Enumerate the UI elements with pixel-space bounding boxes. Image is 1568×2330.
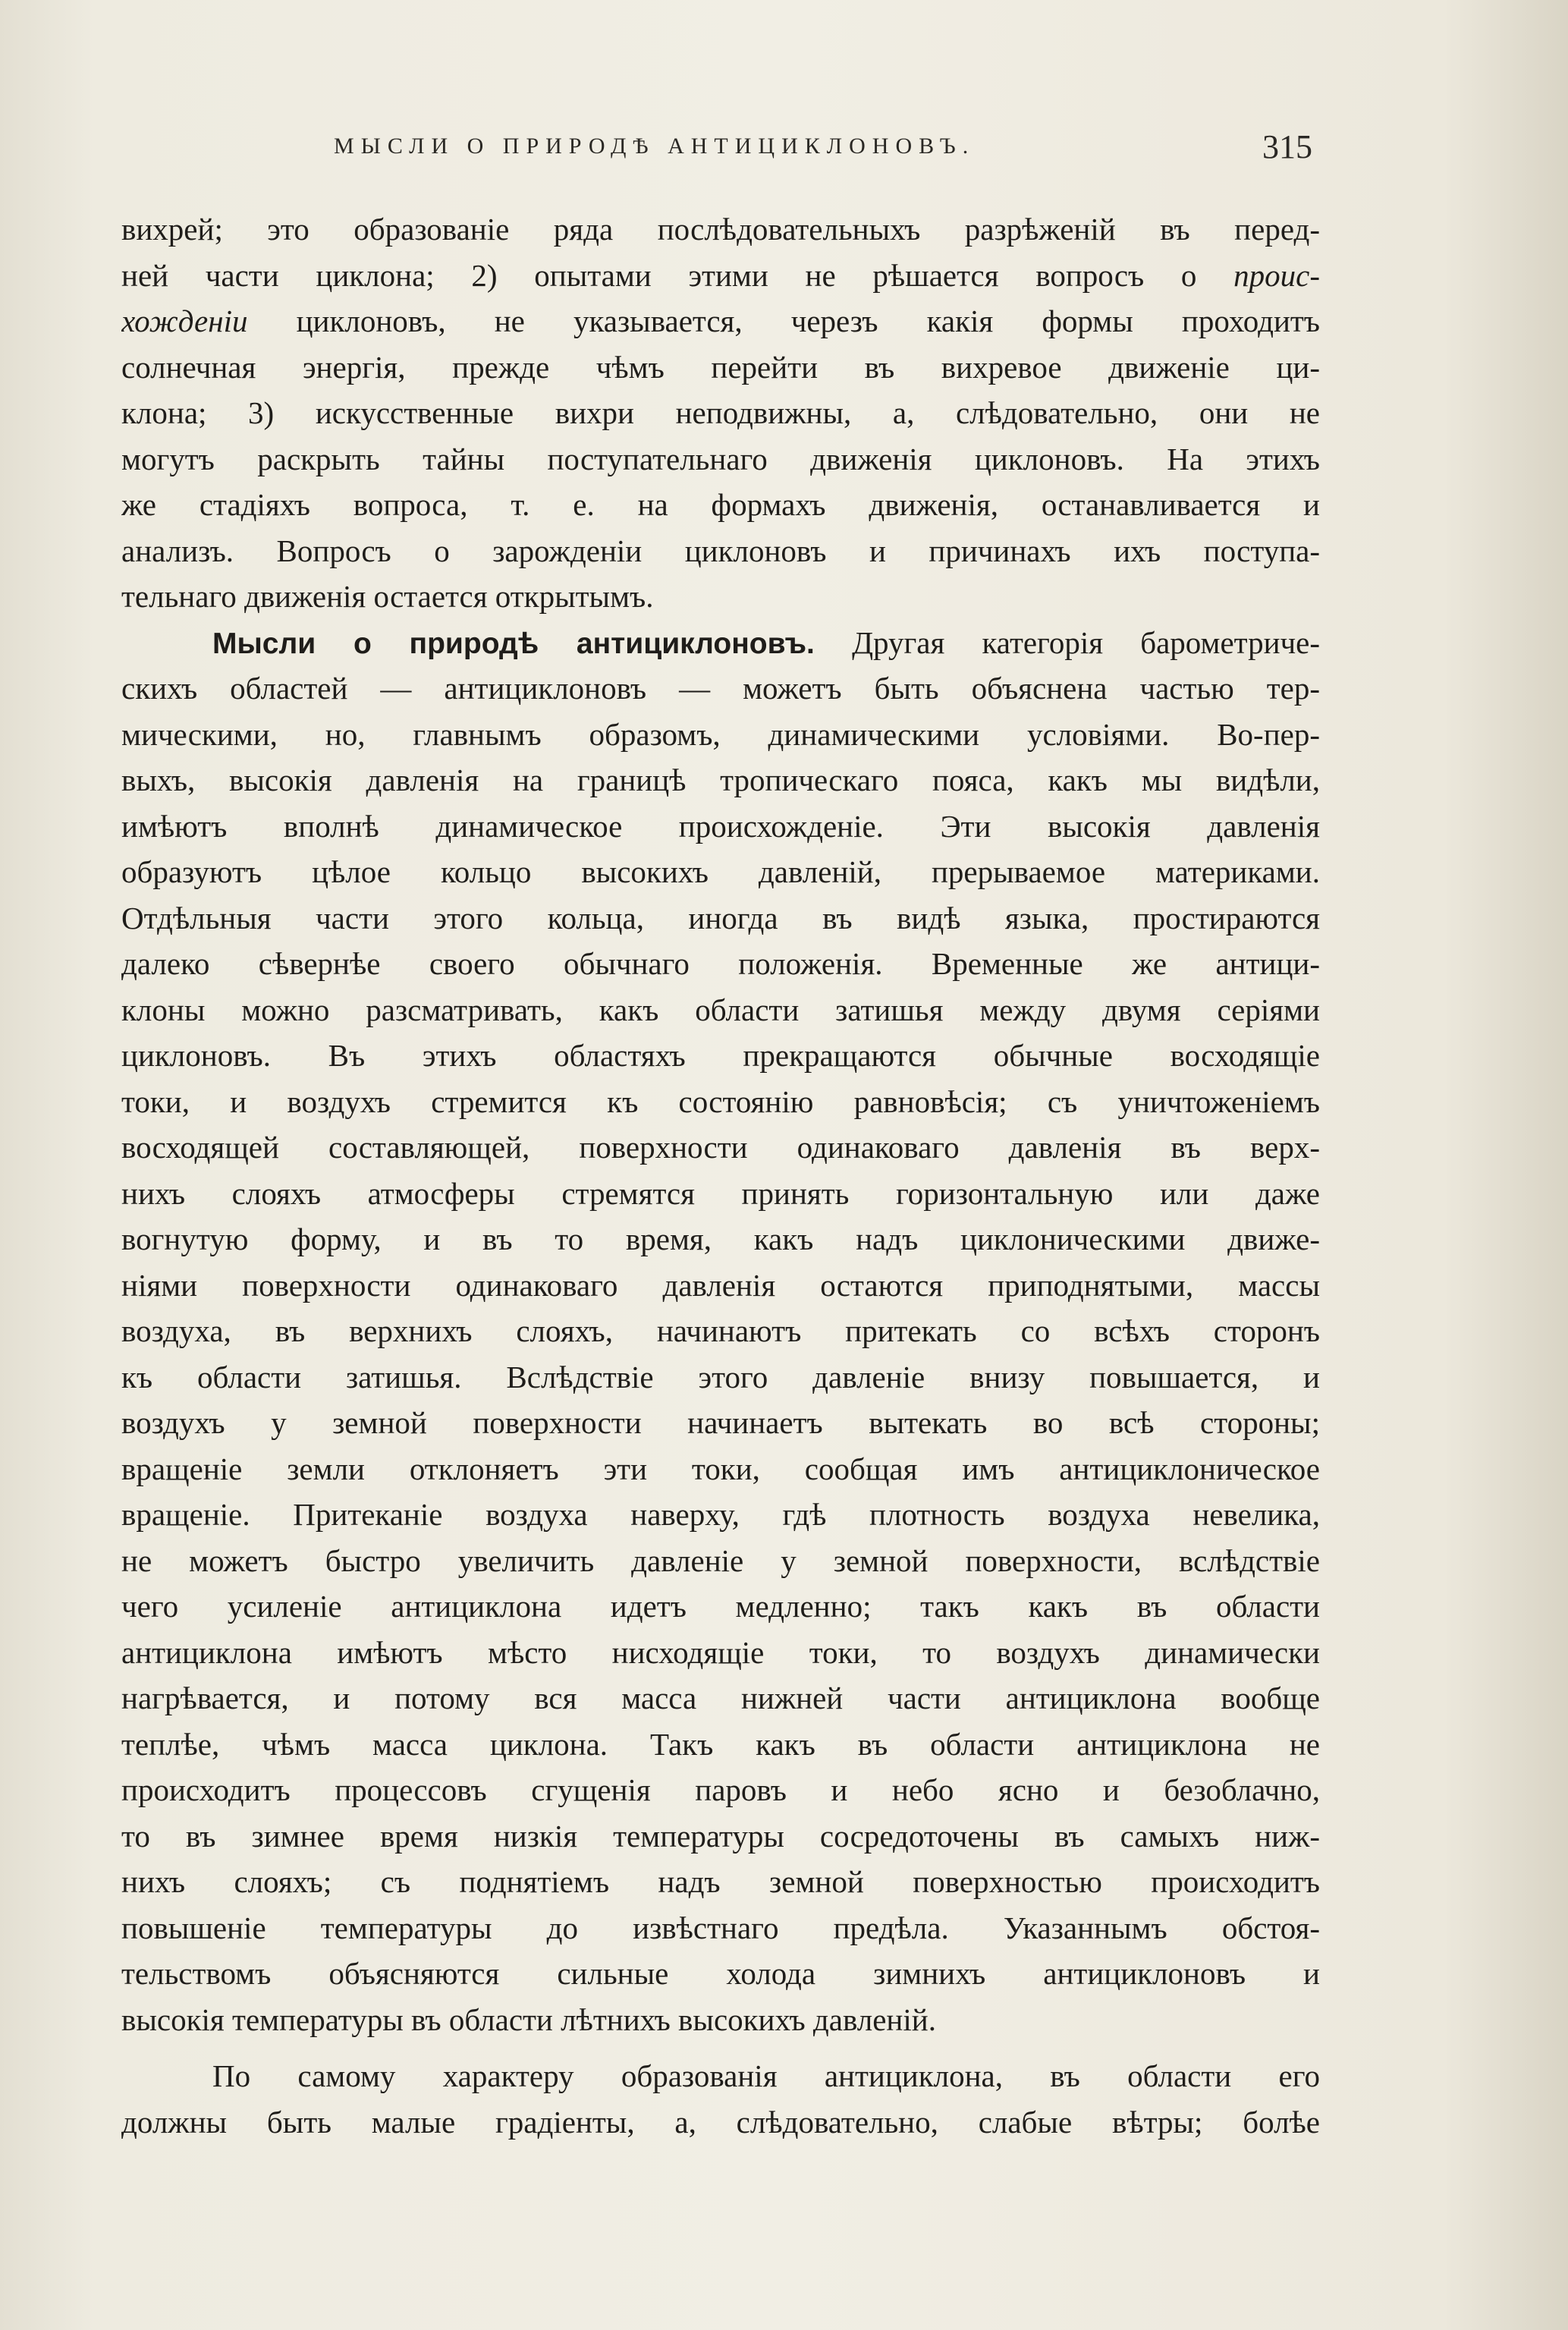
text-line: высокія температуры въ области лѣтнихъ высокихъ давленій. (121, 2001, 936, 2037)
text-line (121, 620, 1320, 666)
text-line: должны быть малые градіенты, а, слѣдовательно, слабые вѣтры; болѣе (121, 2104, 1320, 2140)
text-line: далеко сѣвернѣе своего обычнаго положенія. Временные же антици- (121, 946, 1320, 981)
text-line: вращеніе земли отклоняетъ эти токи, сообщая имъ антициклоническое (121, 1451, 1320, 1486)
text-line: повышеніе температуры до извѣстнаго предѣла. Указаннымъ обстоя- (121, 1910, 1320, 1945)
text-line (121, 253, 1320, 299)
text-line: могутъ раскрыть тайны поступательнаго движенія циклоновъ. На этихъ (121, 441, 1320, 476)
text-line: теплѣе, чѣмъ масса циклона. Такъ какъ въ области антициклона не (121, 1726, 1320, 1762)
text-line: нагрѣвается, и потому вся масса нижней части антициклона вообще (121, 1681, 1320, 1715)
text-line: мическими, но, главнымъ образомъ, динамическими условіями. Во-пер- (121, 716, 1320, 752)
text-line: вогнутую форму, и въ то время, какъ надъ циклоническими движе- (121, 1222, 1320, 1256)
text-line: антициклона имѣютъ мѣсто нисходящіе токи, то воздухъ динамически (121, 1634, 1320, 1670)
italic-run: проис- (1233, 257, 1320, 293)
text-line: образуютъ цѣлое кольцо высокихъ давленій, прерываемое материками. (121, 854, 1320, 889)
text-line: же стадіяхъ вопроса, т. е. на формахъ движенія, останавливается и (121, 487, 1320, 522)
text-line: анализъ. Вопросъ о зарожденіи циклоновъ и причинахъ ихъ поступа- (121, 533, 1320, 568)
text-line: къ области затишья. Вслѣдствіе этого давленіе внизу повышается, и (121, 1359, 1320, 1395)
text-line: токи, и воздухъ стремится къ состоянію равновѣсія; съ уничтоженіемъ (121, 1083, 1320, 1119)
text-line: вихрей; это образованіе ряда послѣдовательныхъ разрѣженій въ перед- (121, 212, 1320, 247)
text-line: нихъ слояхъ; съ поднятіемъ надъ земной поверхностью происходитъ (121, 1864, 1320, 1899)
running-head (114, 127, 1312, 173)
running-title: МЫСЛИ О ПРИРОДѢ АНТИЦИКЛОНОВЪ. (334, 134, 976, 159)
text-line: солнечная энергія, прежде чѣмъ перейти въ вихревое движеніе ци- (121, 349, 1320, 385)
text-line: чего усиленіе антициклона идетъ медленно; такъ какъ въ области (121, 1589, 1320, 1624)
text-run: ней части циклона; 2) опытами этими не рѣшается вопросъ о (121, 257, 1197, 293)
text-line: нихъ слояхъ атмосферы стремятся принять горизонтальную или даже (121, 1175, 1320, 1211)
section-heading: Мысли о природѣ антициклоновъ. (212, 627, 815, 660)
text-line: скихъ областей — антициклоновъ — можетъ быть объяснена частью тер- (121, 671, 1320, 706)
body-text (121, 206, 1320, 2145)
text-line: клона; 3) искусственные вихри неподвижны, а, слѣдовательно, они не (121, 395, 1320, 430)
text-line: восходящей составляющей, поверхности одинаковаго давленія въ верх- (121, 1130, 1320, 1165)
text-run: Другая категорія барометриче- (852, 624, 1320, 660)
text-line: воздуха, въ верхнихъ слояхъ, начинаютъ притекать со всѣхъ сторонъ (121, 1313, 1320, 1348)
text-line: то въ зимнее время низкія температуры сосредоточены въ самыхъ ниж- (121, 1818, 1320, 1854)
text-run: циклоновъ, не указывается, черезъ какія формы проходитъ (296, 303, 1320, 338)
text-line: клоны можно разсматривать, какъ области затишья между двумя серіями (121, 992, 1320, 1027)
text-line: тельнаго движенія остается открытымъ. (121, 579, 654, 614)
text-line: ніями поверхности одинаковаго давленія остаются приподнятыми, массы (121, 1267, 1320, 1303)
text-line: тельствомъ объясняются сильные холода зимнихъ антициклоновъ и (121, 1956, 1320, 1991)
page-number: 315 (1262, 128, 1312, 165)
text-line: не можетъ быстро увеличить давленіе у земной поверхности, вслѣдствіе (121, 1542, 1320, 1578)
text-line: выхъ, высокія давленія на границѣ тропическаго пояса, какъ мы видѣли, (121, 763, 1320, 797)
text-line: имѣютъ вполнѣ динамическое происхожденіе. Эти высокія давленія (121, 808, 1320, 844)
text-line: Отдѣльныя части этого кольца, иногда въ видѣ языка, простираются (121, 900, 1320, 935)
text-line: циклоновъ. Въ этихъ областяхъ прекращаются обычные восходящіе (121, 1038, 1320, 1073)
italic-run: хожденіи (121, 303, 248, 338)
text-line: происходитъ процессовъ сгущенія паровъ и небо ясно и безоблачно, (121, 1772, 1320, 1807)
text-line: вращеніе. Притеканіе воздуха наверху, гдѣ плотность воздуха невелика, (121, 1497, 1320, 1532)
text-line (121, 298, 1320, 344)
text-line: воздухъ у земной поверхности начинаетъ вытекать во всѣ стороны; (121, 1405, 1320, 1440)
text-line: По самому характеру образованія антициклона, въ области его (212, 2058, 1320, 2093)
